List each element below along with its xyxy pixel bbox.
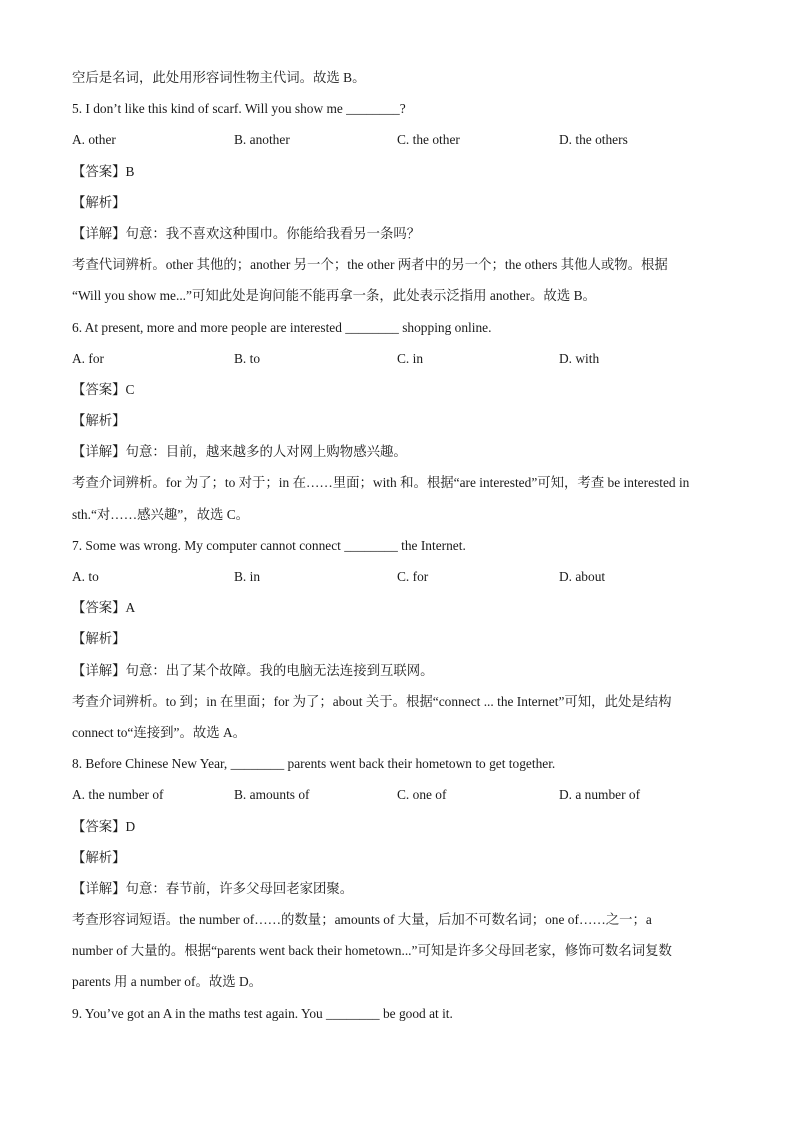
text-line: 【答案】C — [72, 381, 135, 397]
text-line: 9. You’ve got an A in the maths test again. You ________ be good at it. — [72, 1005, 453, 1021]
text-line: connect to“连接到”。故选 A。 — [72, 724, 247, 740]
answer-option: B. amounts of — [234, 787, 310, 803]
answer-option: C. in — [397, 350, 424, 366]
answer-options — [72, 561, 732, 592]
answer-option: C. the other — [397, 132, 460, 148]
answer-options — [72, 124, 732, 155]
document-page — [72, 62, 732, 1029]
answer-option: C. one of — [397, 787, 447, 803]
text-line: number of 大量的。根据“parents went back their hometown...”可知是许多父母回老家，修饰可数名词复数 — [72, 943, 672, 959]
text-line: 考查介词辨析。to 到；in 在里面；for 为了；about 关于。根据“connect ... the Internet”可知，此处是结构 — [72, 693, 672, 709]
answer-option: D. the others — [559, 132, 628, 148]
text-line: 【解析】 — [72, 849, 126, 865]
text-line: 空后是名词，此处用形容词性物主代词。故选 B。 — [72, 70, 366, 85]
answer-option: B. another — [234, 132, 290, 148]
text-line: 【详解】句意：出了某个故障。我的电脑无法连接到互联网。 — [72, 662, 434, 678]
answer-option: D. about — [559, 569, 606, 584]
text-line: 5. I don’t like this kind of scarf. Will you show me ________? — [72, 101, 406, 117]
text-line: 考查介词辨析。for 为了；to 对于；in 在……里面；with 和。根据“are interested”可知，考查 be interested in — [72, 475, 690, 491]
text-line: 考查形容词短语。the number of……的数量；amounts of 大量，后加不可数名词；one of……之一；a — [72, 912, 652, 928]
answer-option: B. to — [234, 350, 261, 366]
text-line: 【答案】B — [72, 163, 135, 179]
text-line: 【详解】句意：目前，越来越多的人对网上购物感兴趣。 — [72, 444, 407, 460]
answer-option: A. for — [72, 350, 104, 366]
text-line: 【解析】 — [72, 631, 126, 647]
text-line: parents 用 a number of。故选 D。 — [72, 974, 263, 990]
text-line: 【解析】 — [72, 413, 126, 429]
answer-options — [72, 343, 732, 374]
text-line: sth.“对……感兴趣”，故选 C。 — [72, 506, 250, 522]
text-line: 【详解】句意：春节前，许多父母回老家团聚。 — [72, 880, 354, 896]
answer-option: C. for — [397, 569, 429, 584]
answer-option: A. to — [72, 569, 99, 584]
text-line: 【答案】A — [72, 600, 136, 616]
answer-option: B. in — [234, 569, 261, 584]
text-line: 6. At present, more and more people are interested ________ shopping online. — [72, 319, 492, 335]
text-line: 【解析】 — [72, 194, 126, 210]
answer-option: A. the number of — [72, 787, 164, 803]
answer-options — [72, 779, 732, 810]
text-line: 8. Before Chinese New Year, ________ parents went back their hometown to get together. — [72, 756, 556, 772]
text-line: “Will you show me...”可知此处是询问能不能再拿一条，此处表示泛指用 another。故选 B。 — [72, 288, 596, 304]
answer-option: D. with — [559, 350, 600, 366]
answer-option: D. a number of — [559, 787, 641, 803]
text-line: 考查代词辨析。other 其他的；another 另一个；the other 两者中的另一个；the others 其他人或物。根据 — [72, 257, 668, 273]
text-line: 【答案】D — [72, 818, 136, 834]
answer-option: A. other — [72, 132, 116, 148]
text-line: 【详解】句意：我不喜欢这种围巾。你能给我看另一条吗？ — [72, 225, 421, 241]
text-line: 7. Some was wrong. My computer cannot connect ________ the Internet. — [72, 537, 466, 553]
